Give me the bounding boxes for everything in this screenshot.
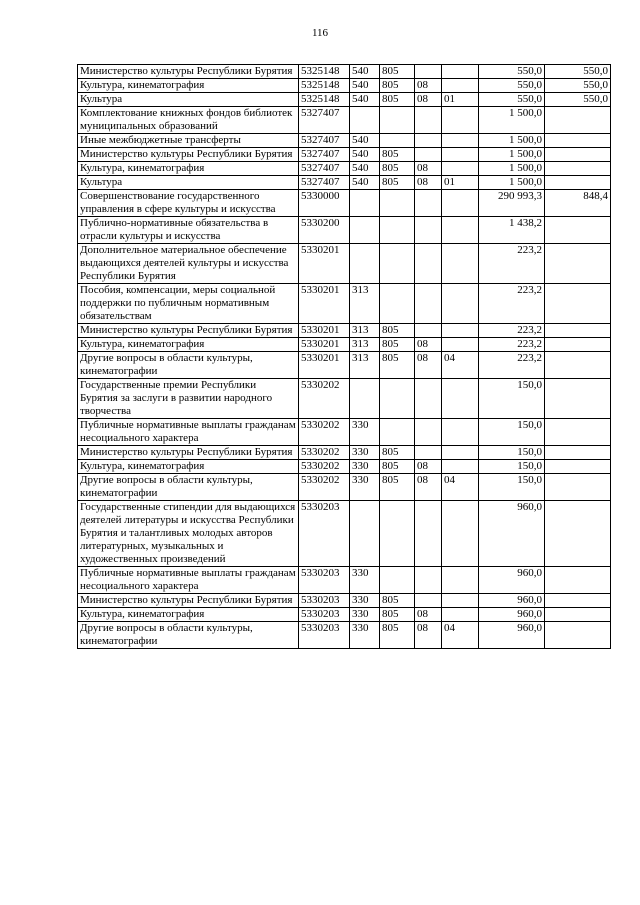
row-rz-cell: 08 bbox=[415, 162, 442, 176]
row-grbs-cell: 805 bbox=[380, 594, 415, 608]
table-row bbox=[78, 162, 611, 176]
row-grbs-cell: 805 bbox=[380, 162, 415, 176]
row-grbs-cell: 805 bbox=[380, 148, 415, 162]
row-code-cell: 5330202 bbox=[299, 419, 350, 446]
row-rz-cell: 08 bbox=[415, 338, 442, 352]
row-rz-cell bbox=[415, 594, 442, 608]
row-name-cell: Культура, кинематография bbox=[78, 338, 299, 352]
row-vr-cell: 313 bbox=[350, 352, 380, 379]
row-code-cell: 5330201 bbox=[299, 244, 350, 284]
row-rz-cell: 08 bbox=[415, 474, 442, 501]
row-name-cell: Культура, кинематография bbox=[78, 608, 299, 622]
row-code-cell: 5330201 bbox=[299, 324, 350, 338]
row-code-cell: 5330202 bbox=[299, 446, 350, 460]
row-code-cell: 5330202 bbox=[299, 474, 350, 501]
row-rz-cell: 08 bbox=[415, 79, 442, 93]
row-grbs-cell: 805 bbox=[380, 176, 415, 190]
row-name-cell: Культура, кинематография bbox=[78, 162, 299, 176]
row-rz-cell: 08 bbox=[415, 460, 442, 474]
row-pr-cell bbox=[442, 501, 479, 567]
row-pr-cell bbox=[442, 567, 479, 594]
row-name-cell: Культура, кинематография bbox=[78, 79, 299, 93]
row-vr-cell bbox=[350, 501, 380, 567]
row-sum1-cell: 290 993,3 bbox=[479, 190, 545, 217]
row-sum1-cell: 960,0 bbox=[479, 594, 545, 608]
row-sum1-cell: 150,0 bbox=[479, 460, 545, 474]
row-rz-cell bbox=[415, 501, 442, 567]
row-sum1-cell: 550,0 bbox=[479, 65, 545, 79]
row-code-cell: 5327407 bbox=[299, 148, 350, 162]
row-grbs-cell bbox=[380, 419, 415, 446]
row-pr-cell bbox=[442, 148, 479, 162]
row-sum1-cell: 223,2 bbox=[479, 284, 545, 324]
row-sum2-cell bbox=[545, 608, 611, 622]
row-vr-cell: 540 bbox=[350, 79, 380, 93]
row-code-cell: 5330202 bbox=[299, 460, 350, 474]
row-sum2-cell bbox=[545, 352, 611, 379]
row-rz-cell bbox=[415, 419, 442, 446]
row-rz-cell bbox=[415, 284, 442, 324]
table-row bbox=[78, 474, 611, 501]
row-pr-cell bbox=[442, 79, 479, 93]
row-vr-cell: 330 bbox=[350, 608, 380, 622]
row-code-cell: 5330202 bbox=[299, 379, 350, 419]
table-row bbox=[78, 93, 611, 107]
row-pr-cell bbox=[442, 162, 479, 176]
row-sum1-cell: 1 500,0 bbox=[479, 107, 545, 134]
row-sum2-cell bbox=[545, 338, 611, 352]
row-vr-cell: 540 bbox=[350, 162, 380, 176]
table-row bbox=[78, 148, 611, 162]
row-grbs-cell bbox=[380, 284, 415, 324]
row-name-cell: Публично-нормативные обязательства в отрасли культуры и искусства bbox=[78, 217, 299, 244]
row-pr-cell bbox=[442, 107, 479, 134]
row-grbs-cell: 805 bbox=[380, 474, 415, 501]
row-code-cell: 5327407 bbox=[299, 107, 350, 134]
row-pr-cell bbox=[442, 217, 479, 244]
row-pr-cell: 04 bbox=[442, 352, 479, 379]
row-sum1-cell: 550,0 bbox=[479, 93, 545, 107]
row-name-cell: Культура bbox=[78, 93, 299, 107]
row-pr-cell bbox=[442, 446, 479, 460]
table-row bbox=[78, 419, 611, 446]
row-code-cell: 5330203 bbox=[299, 567, 350, 594]
row-sum1-cell: 1 500,0 bbox=[479, 176, 545, 190]
row-sum2-cell bbox=[545, 446, 611, 460]
row-code-cell: 5330203 bbox=[299, 622, 350, 649]
row-sum2-cell bbox=[545, 284, 611, 324]
row-sum2-cell bbox=[545, 474, 611, 501]
row-code-cell: 5327407 bbox=[299, 176, 350, 190]
row-name-cell: Другие вопросы в области культуры, кинематографии bbox=[78, 474, 299, 501]
table-row bbox=[78, 446, 611, 460]
row-vr-cell bbox=[350, 107, 380, 134]
row-pr-cell bbox=[442, 338, 479, 352]
row-sum2-cell bbox=[545, 324, 611, 338]
row-grbs-cell: 805 bbox=[380, 608, 415, 622]
row-code-cell: 5330000 bbox=[299, 190, 350, 217]
row-vr-cell: 540 bbox=[350, 148, 380, 162]
table-row bbox=[78, 608, 611, 622]
row-sum1-cell: 223,2 bbox=[479, 244, 545, 284]
row-name-cell: Другие вопросы в области культуры, кинематографии bbox=[78, 622, 299, 649]
row-sum1-cell: 1 438,2 bbox=[479, 217, 545, 244]
row-sum1-cell: 223,2 bbox=[479, 324, 545, 338]
row-name-cell: Культура bbox=[78, 176, 299, 190]
row-grbs-cell: 805 bbox=[380, 93, 415, 107]
table-row bbox=[78, 338, 611, 352]
row-pr-cell bbox=[442, 284, 479, 324]
row-name-cell: Пособия, компенсации, меры социальной поддержки по публичным нормативным обязательствам bbox=[78, 284, 299, 324]
row-sum2-cell bbox=[545, 567, 611, 594]
row-sum2-cell: 848,4 bbox=[545, 190, 611, 217]
row-grbs-cell bbox=[380, 107, 415, 134]
row-code-cell: 5327407 bbox=[299, 134, 350, 148]
row-sum1-cell: 960,0 bbox=[479, 608, 545, 622]
row-code-cell: 5330203 bbox=[299, 594, 350, 608]
row-vr-cell: 540 bbox=[350, 134, 380, 148]
row-vr-cell bbox=[350, 190, 380, 217]
row-sum1-cell: 150,0 bbox=[479, 446, 545, 460]
row-vr-cell: 330 bbox=[350, 460, 380, 474]
row-sum1-cell: 223,2 bbox=[479, 338, 545, 352]
row-code-cell: 5325148 bbox=[299, 93, 350, 107]
row-rz-cell bbox=[415, 134, 442, 148]
row-name-cell: Министерство культуры Республики Бурятия bbox=[78, 148, 299, 162]
row-vr-cell: 313 bbox=[350, 324, 380, 338]
row-sum2-cell bbox=[545, 217, 611, 244]
row-sum1-cell: 150,0 bbox=[479, 474, 545, 501]
row-code-cell: 5330200 bbox=[299, 217, 350, 244]
row-sum2-cell bbox=[545, 134, 611, 148]
row-pr-cell: 01 bbox=[442, 176, 479, 190]
row-vr-cell bbox=[350, 379, 380, 419]
table-row bbox=[78, 594, 611, 608]
row-sum1-cell: 1 500,0 bbox=[479, 148, 545, 162]
row-vr-cell: 540 bbox=[350, 65, 380, 79]
row-sum1-cell: 1 500,0 bbox=[479, 162, 545, 176]
row-name-cell: Публичные нормативные выплаты гражданам несоциального характера bbox=[78, 419, 299, 446]
table-row bbox=[78, 134, 611, 148]
row-name-cell: Министерство культуры Республики Бурятия bbox=[78, 594, 299, 608]
table-row bbox=[78, 190, 611, 217]
row-sum2-cell bbox=[545, 107, 611, 134]
row-rz-cell bbox=[415, 446, 442, 460]
row-name-cell: Публичные нормативные выплаты гражданам несоциального характера bbox=[78, 567, 299, 594]
row-name-cell: Совершенствование государственного управления в сфере культуры и искусства bbox=[78, 190, 299, 217]
table-row bbox=[78, 324, 611, 338]
row-grbs-cell bbox=[380, 134, 415, 148]
row-rz-cell: 08 bbox=[415, 352, 442, 379]
row-vr-cell: 330 bbox=[350, 594, 380, 608]
budget-table bbox=[77, 64, 611, 649]
row-code-cell: 5330203 bbox=[299, 608, 350, 622]
row-rz-cell bbox=[415, 567, 442, 594]
row-grbs-cell bbox=[380, 190, 415, 217]
row-pr-cell bbox=[442, 244, 479, 284]
table-row bbox=[78, 217, 611, 244]
row-vr-cell bbox=[350, 244, 380, 284]
row-vr-cell: 540 bbox=[350, 93, 380, 107]
row-vr-cell: 540 bbox=[350, 176, 380, 190]
row-name-cell: Министерство культуры Республики Бурятия bbox=[78, 65, 299, 79]
row-sum2-cell: 550,0 bbox=[545, 79, 611, 93]
row-name-cell: Иные межбюджетные трансферты bbox=[78, 134, 299, 148]
row-name-cell: Министерство культуры Республики Бурятия bbox=[78, 324, 299, 338]
row-code-cell: 5325148 bbox=[299, 65, 350, 79]
row-pr-cell bbox=[442, 460, 479, 474]
row-grbs-cell bbox=[380, 217, 415, 244]
row-sum2-cell: 550,0 bbox=[545, 65, 611, 79]
row-code-cell: 5330201 bbox=[299, 338, 350, 352]
row-sum1-cell: 960,0 bbox=[479, 501, 545, 567]
row-rz-cell: 08 bbox=[415, 93, 442, 107]
table-row bbox=[78, 622, 611, 649]
row-code-cell: 5330201 bbox=[299, 352, 350, 379]
row-sum1-cell: 223,2 bbox=[479, 352, 545, 379]
row-code-cell: 5327407 bbox=[299, 162, 350, 176]
row-pr-cell bbox=[442, 379, 479, 419]
row-vr-cell: 330 bbox=[350, 446, 380, 460]
row-name-cell: Комплектование книжных фондов библиотек муниципальных образований bbox=[78, 107, 299, 134]
row-name-cell: Государственные стипендии для выдающихся деятелей литературы и искусства Республики Бурятия и талантливых молодых авторов литературных, музыкальных и художественных произведений bbox=[78, 501, 299, 567]
row-name-cell: Дополнительное материальное обеспечение выдающихся деятелей культуры и искусства Республики Бурятия bbox=[78, 244, 299, 284]
table-body bbox=[78, 65, 611, 649]
row-rz-cell bbox=[415, 379, 442, 419]
row-vr-cell: 313 bbox=[350, 338, 380, 352]
row-pr-cell: 04 bbox=[442, 622, 479, 649]
row-grbs-cell bbox=[380, 379, 415, 419]
row-grbs-cell: 805 bbox=[380, 460, 415, 474]
row-sum2-cell bbox=[545, 501, 611, 567]
row-sum2-cell bbox=[545, 379, 611, 419]
table-row bbox=[78, 176, 611, 190]
table-row bbox=[78, 65, 611, 79]
row-sum1-cell: 150,0 bbox=[479, 419, 545, 446]
row-pr-cell bbox=[442, 594, 479, 608]
row-rz-cell bbox=[415, 244, 442, 284]
table-row bbox=[78, 352, 611, 379]
row-pr-cell bbox=[442, 134, 479, 148]
row-sum2-cell bbox=[545, 594, 611, 608]
row-pr-cell bbox=[442, 65, 479, 79]
row-vr-cell: 330 bbox=[350, 419, 380, 446]
table-row bbox=[78, 460, 611, 474]
row-grbs-cell: 805 bbox=[380, 79, 415, 93]
row-pr-cell: 01 bbox=[442, 93, 479, 107]
row-sum2-cell bbox=[545, 244, 611, 284]
row-sum2-cell bbox=[545, 176, 611, 190]
row-code-cell: 5325148 bbox=[299, 79, 350, 93]
row-code-cell: 5330201 bbox=[299, 284, 350, 324]
row-sum1-cell: 1 500,0 bbox=[479, 134, 545, 148]
row-name-cell: Государственные премии Республики Бурятия за заслуги в развитии народного творчества bbox=[78, 379, 299, 419]
row-name-cell: Культура, кинематография bbox=[78, 460, 299, 474]
row-grbs-cell: 805 bbox=[380, 446, 415, 460]
row-rz-cell bbox=[415, 217, 442, 244]
row-vr-cell: 330 bbox=[350, 622, 380, 649]
row-vr-cell: 313 bbox=[350, 284, 380, 324]
row-grbs-cell: 805 bbox=[380, 622, 415, 649]
table-row bbox=[78, 501, 611, 567]
row-sum1-cell: 150,0 bbox=[479, 379, 545, 419]
row-rz-cell: 08 bbox=[415, 176, 442, 190]
row-pr-cell bbox=[442, 608, 479, 622]
row-grbs-cell bbox=[380, 244, 415, 284]
row-grbs-cell bbox=[380, 501, 415, 567]
row-pr-cell: 04 bbox=[442, 474, 479, 501]
table-row bbox=[78, 284, 611, 324]
row-sum2-cell bbox=[545, 419, 611, 446]
row-grbs-cell: 805 bbox=[380, 338, 415, 352]
row-grbs-cell: 805 bbox=[380, 65, 415, 79]
row-name-cell: Другие вопросы в области культуры, кинематографии bbox=[78, 352, 299, 379]
table-row bbox=[78, 567, 611, 594]
row-rz-cell: 08 bbox=[415, 622, 442, 649]
row-pr-cell bbox=[442, 190, 479, 217]
row-sum2-cell: 550,0 bbox=[545, 93, 611, 107]
row-code-cell: 5330203 bbox=[299, 501, 350, 567]
row-sum2-cell bbox=[545, 148, 611, 162]
row-sum1-cell: 550,0 bbox=[479, 79, 545, 93]
row-sum1-cell: 960,0 bbox=[479, 622, 545, 649]
row-rz-cell: 08 bbox=[415, 608, 442, 622]
row-grbs-cell: 805 bbox=[380, 324, 415, 338]
table-row bbox=[78, 79, 611, 93]
table-row bbox=[78, 379, 611, 419]
row-sum2-cell bbox=[545, 460, 611, 474]
row-grbs-cell bbox=[380, 567, 415, 594]
row-rz-cell bbox=[415, 148, 442, 162]
row-rz-cell bbox=[415, 107, 442, 134]
row-vr-cell bbox=[350, 217, 380, 244]
row-sum2-cell bbox=[545, 162, 611, 176]
row-sum2-cell bbox=[545, 622, 611, 649]
row-rz-cell bbox=[415, 324, 442, 338]
table-row bbox=[78, 107, 611, 134]
row-rz-cell bbox=[415, 190, 442, 217]
row-grbs-cell: 805 bbox=[380, 352, 415, 379]
row-name-cell: Министерство культуры Республики Бурятия bbox=[78, 446, 299, 460]
page-number: 116 bbox=[311, 27, 329, 39]
row-vr-cell: 330 bbox=[350, 474, 380, 501]
row-pr-cell bbox=[442, 324, 479, 338]
table-row bbox=[78, 244, 611, 284]
row-sum1-cell: 960,0 bbox=[479, 567, 545, 594]
row-rz-cell bbox=[415, 65, 442, 79]
row-vr-cell: 330 bbox=[350, 567, 380, 594]
row-pr-cell bbox=[442, 419, 479, 446]
